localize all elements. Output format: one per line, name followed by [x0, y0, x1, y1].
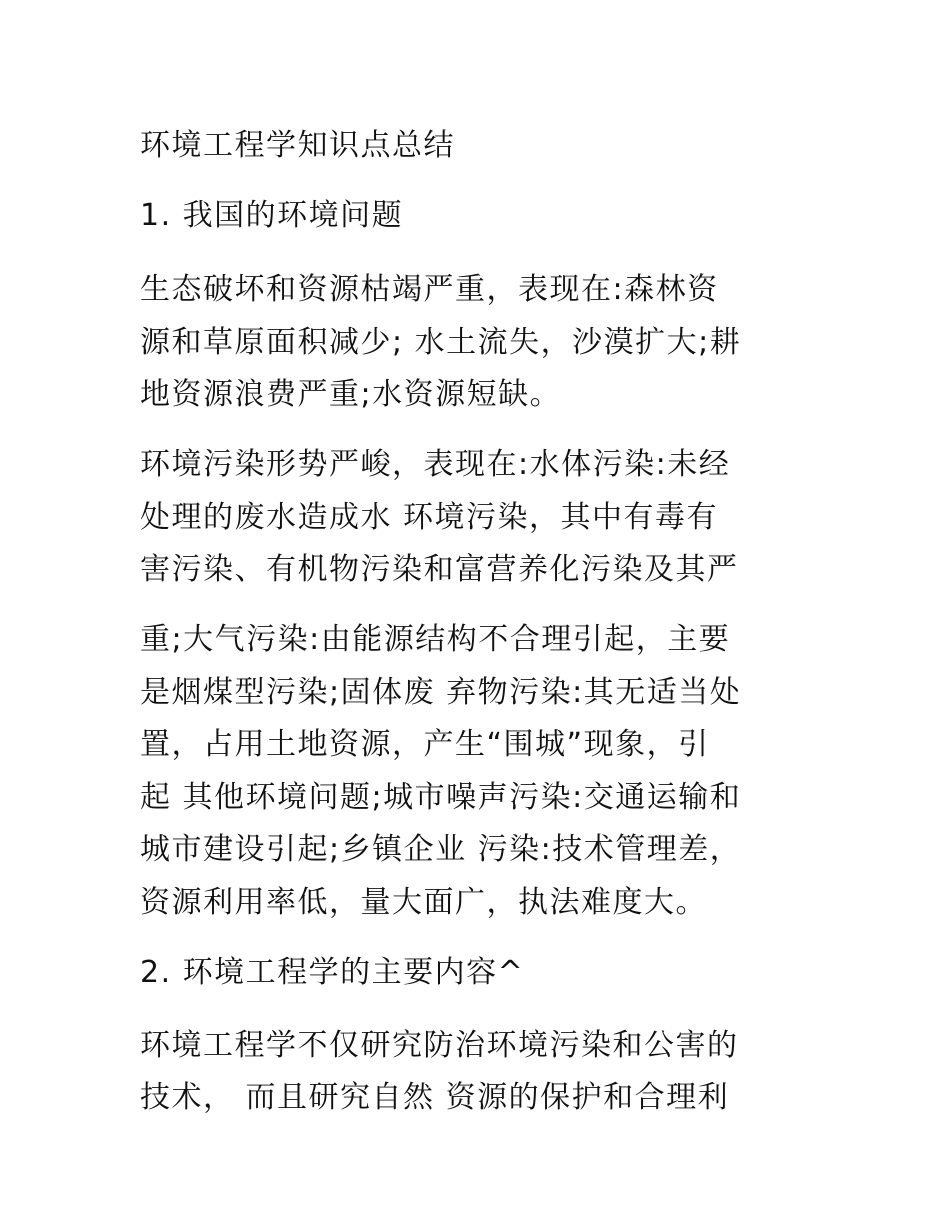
document-title: 环境工程学知识点总结	[140, 128, 455, 163]
document-page	[140, 0, 820, 1230]
section-1-paragraph-3-line-6: 资源利用率低，量大面广，执法难度大。	[140, 885, 707, 920]
section-1-paragraph-2-line-2: 处理的废水造成水 环境污染，其中有毒有	[140, 500, 719, 535]
section-1-paragraph-3-line-1: 重;大气污染:由能源结构不合理引起，主要	[140, 622, 731, 657]
section-1-paragraph-1-line-1: 生态破坏和资源枯竭严重，表现在:森林资	[140, 272, 719, 307]
section-2-paragraph-1-line-1: 环境工程学不仅研究防治环境污染和公害的	[140, 1028, 739, 1063]
section-1-paragraph-3-line-3: 置，占用土地资源，产生“围城”现象，引	[140, 727, 710, 762]
section-1-paragraph-3-line-5: 城市建设引起;乡镇企业 污染:技术管理差，	[140, 832, 742, 867]
section-2-heading: 2. 环境工程学的主要内容^	[140, 955, 525, 990]
section-1-paragraph-3-line-2: 是烟煤型污染;固体废 弃物污染:其无适当处	[140, 675, 742, 710]
section-1-paragraph-2-line-1: 环境污染形势严峻，表现在:水体污染:未经	[140, 447, 731, 482]
section-1-paragraph-3-line-4: 起 其他环境问题;城市噪声污染:交通运输和	[140, 780, 742, 815]
section-1-heading: 1. 我国的环境问题	[140, 198, 404, 233]
section-2-paragraph-1-line-2: 技术， 而且研究自然 资源的保护和合理利	[140, 1080, 730, 1115]
section-1-paragraph-1-line-3: 地资源浪费严重;水资源短缺。	[140, 377, 562, 412]
section-1-paragraph-2-line-3: 害污染、有机物污染和富营养化污染及其严	[140, 552, 739, 587]
section-1-paragraph-1-line-2: 源和草原面积减少; 水土流失，沙漠扩大;耕	[140, 325, 742, 360]
